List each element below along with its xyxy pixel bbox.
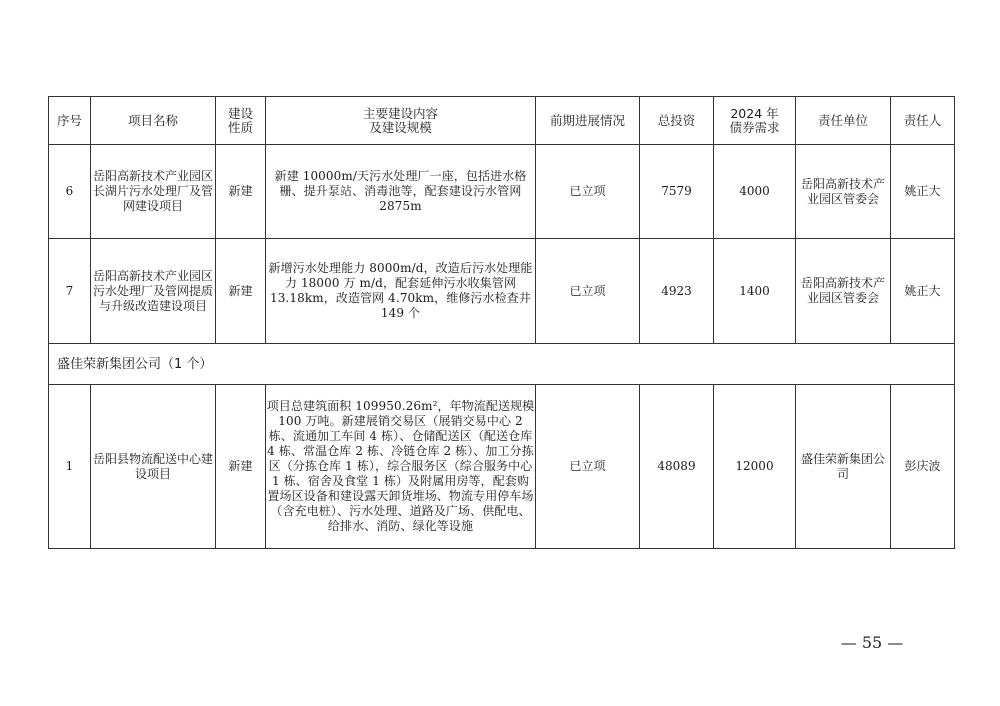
cell-type: 新建 bbox=[216, 145, 266, 239]
header-progress: 前期进展情况 bbox=[536, 97, 640, 145]
cell-unit: 岳阳高新技术产业园区管委会 bbox=[796, 145, 891, 239]
cell-bond: 1400 bbox=[714, 239, 796, 344]
cell-name: 岳阳高新技术产业园区污水处理厂及管网提质与升级改造建设项目 bbox=[91, 239, 216, 344]
header-seq: 序号 bbox=[49, 97, 91, 145]
header-type: 建设 性质 bbox=[216, 97, 266, 145]
cell-type: 新建 bbox=[216, 239, 266, 344]
cell-name: 岳阳高新技术产业园区长湖片污水处理厂及管网建设项目 bbox=[91, 145, 216, 239]
cell-content: 新建 10000m/天污水处理厂一座，包括进水格栅、提升泵站、消毒池等，配套建设污水管网 2875m bbox=[266, 145, 536, 239]
header-content: 主要建设内容 及建设规模 bbox=[266, 97, 536, 145]
group-title: 盛佳荣新集团公司（1 个） bbox=[49, 344, 955, 385]
cell-seq: 1 bbox=[49, 385, 91, 549]
cell-type: 新建 bbox=[216, 385, 266, 549]
table-row bbox=[49, 145, 955, 239]
cell-investment: 7579 bbox=[640, 145, 714, 239]
page-number: — 55 — bbox=[840, 633, 904, 652]
cell-bond: 12000 bbox=[714, 385, 796, 549]
table-row bbox=[49, 385, 955, 549]
cell-investment: 48089 bbox=[640, 385, 714, 549]
header-investment: 总投资 bbox=[640, 97, 714, 145]
cell-person: 姚正大 bbox=[891, 239, 955, 344]
cell-content: 项目总建筑面积 109950.26m²，年物流配送规模 100 万吨。新建展销交易区（展销交易中心 2 栋、流通加工车间 4 栋）、仓储配送区（配送仓库 4 栋、常温仓库 2 栋、冷链仓库 2 栋）、加工分拣区（分拣仓库 1 栋），综合服务区（综合服务中心 1 栋、宿舍及食堂 1 栋）及附属用房等，配套购置场区设备和建设露天卸货堆场、物流专用停车场（含充电桩）、污水处理、道路及广场、供配电、给排水、消防、绿化等设施 bbox=[266, 385, 536, 549]
cell-name: 岳阳县物流配送中心建设项目 bbox=[91, 385, 216, 549]
header-unit: 责任单位 bbox=[796, 97, 891, 145]
table-header-row bbox=[49, 97, 955, 145]
project-table bbox=[48, 96, 955, 549]
cell-seq: 6 bbox=[49, 145, 91, 239]
cell-person: 姚正大 bbox=[891, 145, 955, 239]
header-person: 责任人 bbox=[891, 97, 955, 145]
header-bond: 2024 年 债券需求 bbox=[714, 97, 796, 145]
cell-seq: 7 bbox=[49, 239, 91, 344]
cell-unit: 岳阳高新技术产业园区管委会 bbox=[796, 239, 891, 344]
cell-progress: 已立项 bbox=[536, 145, 640, 239]
header-name: 项目名称 bbox=[91, 97, 216, 145]
group-header-row bbox=[49, 344, 955, 385]
cell-content: 新增污水处理能力 8000m/d，改造后污水处理能力 18000 万 m/d，配套延伸污水收集管网 13.18km，改造管网 4.70km，维修污水检查井 149 个 bbox=[266, 239, 536, 344]
cell-bond: 4000 bbox=[714, 145, 796, 239]
cell-progress: 已立项 bbox=[536, 239, 640, 344]
cell-progress: 已立项 bbox=[536, 385, 640, 549]
cell-investment: 4923 bbox=[640, 239, 714, 344]
table-row bbox=[49, 239, 955, 344]
cell-person: 彭庆波 bbox=[891, 385, 955, 549]
cell-unit: 盛佳荣新集团公司 bbox=[796, 385, 891, 549]
